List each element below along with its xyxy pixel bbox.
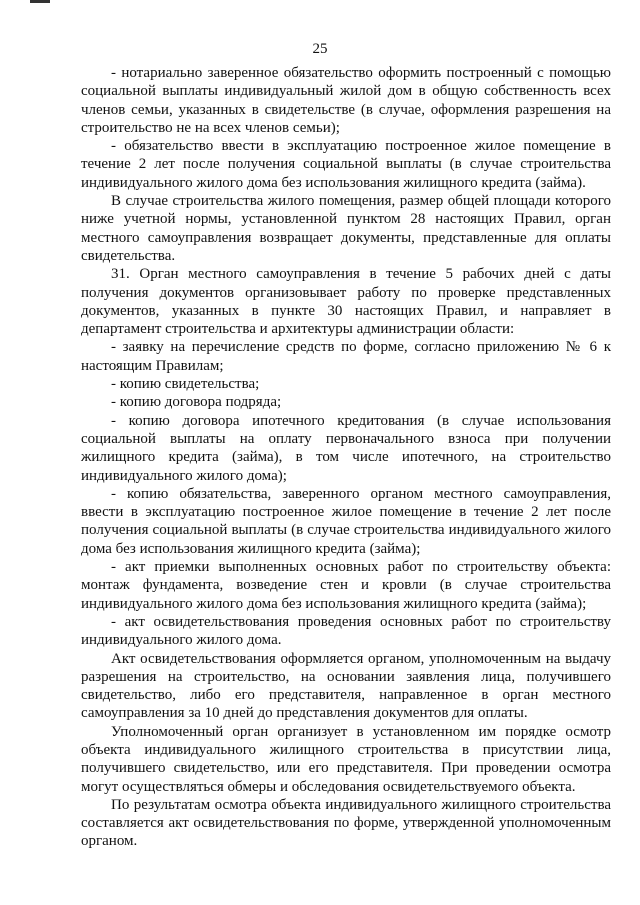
paragraph: Уполномоченный орган организует в установленном им порядке осмотр объекта индивидуального жилищного строительства в присутствии лица, получившего свидетельство, или его представителя. При проведении осмотра могут осуществляться обмеры и обследования освидетельствуемого объекта. xyxy=(81,723,611,795)
paragraph: - акт приемки выполненных основных работ по строительству объекта: монтаж фундамента, возведение стен и кровли (в случае строительства индивидуального жилого дома без использования жилищного кредита (займа); xyxy=(81,559,611,612)
paragraph: - копию обязательства, заверенного органом местного самоуправления, ввести в эксплуатацию построенное жилое помещение в течение 2 лет после получения социальной выплаты (в случае строительства индивидуального жилого дома без использования жилищного кредита (займа); xyxy=(81,485,611,557)
page-number: 25 xyxy=(312,41,328,57)
paragraph: Акт освидетельствования оформляется органом, уполномоченным на выдачу разрешения на строительство, на основании заявления лица, получившего свидетельство, либо его представителя, направленное в орган местного самоуправления за 10 дней до представления документов для оплаты. xyxy=(81,650,611,722)
paragraph: - нотариально заверенное обязательство оформить построенный с помощью социальной выплаты индивидуальный жилой дом в общую собственность всех членов семьи, указанных в свидетельстве (в случае, оформления разрешения на строительство не на всех членов семьи); xyxy=(81,65,611,136)
paragraph: 31. Орган местного самоуправления в течение 5 рабочих дней с даты получения документов организовывает работу по проверке представленных документов, указанных в пункте 30 настоящих Правил, и направляет в департамент строительства и архитектуры администрации области: xyxy=(81,266,611,338)
paragraph: В случае строительства жилого помещения, размер общей площади которого ниже учетной нормы, установленной пунктом 28 настоящих Правил, орган местного самоуправления возвращает документы, представленные для оплаты свидетельства. xyxy=(81,193,611,264)
paragraph: - копию свидетельства; xyxy=(111,376,260,393)
document-body xyxy=(81,64,611,851)
scan-artifact-mark xyxy=(30,0,50,3)
paragraph: - копию договора подряда; xyxy=(111,394,282,411)
paragraph: - копию договора ипотечного кредитования (в случае использования социальной выплаты на оплату первоначального взноса при получении жилищного кредита (займа), в том числе ипотечного, на строительство индивидуального жилого дома); xyxy=(81,412,611,484)
paragraph: - обязательство ввести в эксплуатацию построенное жилое помещение в течение 2 лет после получения социальной выплаты (в случае строительства индивидуального жилого дома без использования жилищного кредита (займа). xyxy=(81,138,611,191)
paragraph: - заявку на перечисление средств по форме, согласно приложению № 6 к настоящим Правилам; xyxy=(81,339,611,374)
paragraph: По результатам осмотра объекта индивидуального жилищного строительства составляется акт освидетельствования по форме, утвержденной уполномоченным органом. xyxy=(81,796,611,850)
paragraph: - акт освидетельствования проведения основных работ по строительству индивидуального жилого дома. xyxy=(81,613,611,649)
